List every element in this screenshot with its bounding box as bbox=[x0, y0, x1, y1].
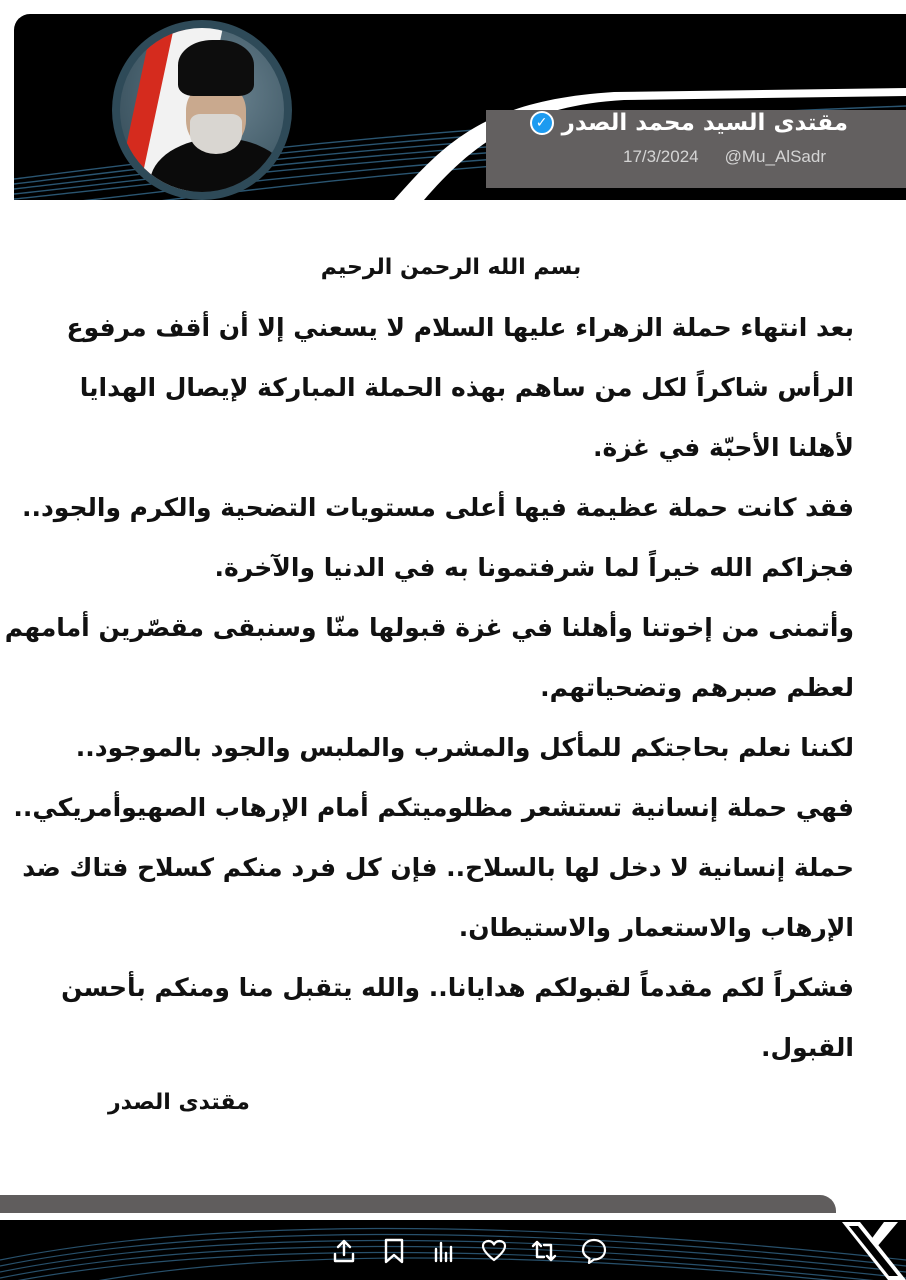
post-actions bbox=[330, 1234, 608, 1268]
display-name[interactable] bbox=[530, 110, 848, 136]
share-icon bbox=[332, 1238, 356, 1264]
verified-badge-icon: ✓ bbox=[530, 111, 554, 135]
signature: مقتدى الصدر bbox=[108, 1090, 250, 1115]
analytics-icon bbox=[433, 1239, 455, 1263]
post-line: فشكراً لكم مقدماً لقبولكم هدايانا.. والله يتقبل منا ومنكم بأحسن bbox=[61, 973, 854, 1002]
footer-divider-bar bbox=[0, 1195, 836, 1213]
repost-icon bbox=[530, 1239, 558, 1263]
avatar[interactable] bbox=[112, 20, 292, 200]
bookmark-button[interactable] bbox=[380, 1236, 408, 1266]
profile-banner bbox=[14, 14, 906, 200]
heart-icon bbox=[481, 1239, 507, 1263]
avatar-photo bbox=[120, 28, 284, 192]
bookmark-icon bbox=[383, 1238, 405, 1264]
post-line: الإرهاب والاستعمار والاستيطان. bbox=[458, 913, 854, 942]
post-line: فقد كانت حملة عظيمة فيها أعلى مستويات التضحية والكرم والجود.. bbox=[21, 493, 854, 522]
post-meta bbox=[623, 147, 826, 167]
x-logo-icon bbox=[840, 1222, 906, 1280]
display-name-text: مقتدى السيد محمد الصدر bbox=[561, 110, 848, 136]
reply-icon bbox=[581, 1238, 607, 1264]
user-handle[interactable]: @Mu_AlSadr bbox=[724, 147, 826, 166]
post-line: الرأس شاكراً لكل من ساهم بهذه الحملة المباركة لإيصال الهدايا bbox=[79, 373, 854, 402]
post-line: لكننا نعلم بحاجتكم للمأكل والمشرب والملبس والجود بالموجود.. bbox=[75, 733, 854, 762]
reply-button[interactable] bbox=[580, 1236, 608, 1266]
post-line: حملة إنسانية لا دخل لها بالسلاح.. فإن كل فرد منكم كسلاح فتاك ضد bbox=[22, 853, 854, 882]
post-line: لأهلنا الأحبّة في غزة. bbox=[593, 433, 854, 462]
repost-button[interactable] bbox=[530, 1236, 558, 1266]
post-line: بعد انتهاء حملة الزهراء عليها السلام لا يسعني إلا أن أقف مرفوع bbox=[66, 313, 854, 342]
turban bbox=[178, 40, 254, 96]
post-body bbox=[4, 255, 854, 1078]
post-line: فهي حملة إنسانية تستشعر مظلوميتكم أمام الإرهاب الصهيوأمريكي.. bbox=[13, 793, 854, 822]
post-line: وأتمنى من إخوتنا وأهلنا في غزة قبولها منّا وسنبقى مقصّرين أمامهم bbox=[4, 613, 854, 642]
basmala-heading: بسم الله الرحمن الرحيم bbox=[320, 255, 582, 280]
share-button[interactable] bbox=[330, 1236, 358, 1266]
views-button[interactable] bbox=[430, 1236, 458, 1266]
post-line: لعظم صبرهم وتضحياتهم. bbox=[540, 673, 854, 702]
post-line: فجزاكم الله خيراً لما شرفتمونا به في الدنيا والآخرة. bbox=[214, 553, 854, 582]
like-button[interactable] bbox=[480, 1236, 508, 1266]
post-line: القبول. bbox=[760, 1033, 854, 1062]
post-date: 17/3/2024 bbox=[623, 147, 699, 166]
